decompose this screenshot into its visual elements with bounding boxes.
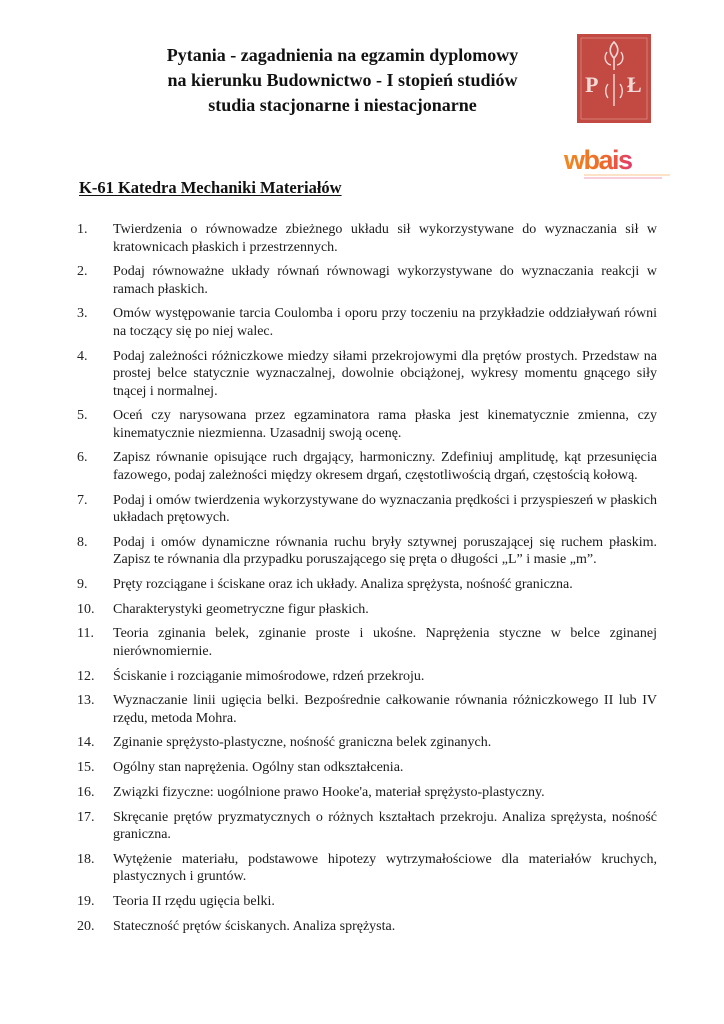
question-text: Podaj i omów dynamiczne równania ruchu bryły sztywnej poruszającej się ruchem płaskim. Zapisz te równania dla przypadku poruszającego się pręta o długości „L” i masie „m”.	[113, 534, 657, 568]
list-item	[77, 692, 657, 727]
question-text: Twierdzenia o równowadze zbieżnego układu sił wykorzystywane do wyznaczania sił w kratownicach płaskich i przestrzennych.	[113, 222, 657, 255]
question-number: 5.	[77, 408, 88, 424]
question-text: Związki fizyczne: uogólnione prawo Hooke'a, materiał sprężysto-plastyczny.	[113, 784, 545, 800]
question-text: Zginanie sprężysto-plastyczne, nośność graniczna belek zginanych.	[113, 735, 492, 751]
title-line-2: na kierunku Budownictwo - I stopień studiów	[167, 70, 518, 90]
list-item	[77, 851, 657, 886]
question-number: 7.	[77, 492, 88, 508]
section-heading: K-61 Katedra Mechaniki Materiałów	[79, 178, 342, 197]
question-number: 4.	[77, 348, 88, 364]
question-number: 14.	[77, 735, 95, 751]
list-item	[77, 263, 657, 298]
question-text: Podaj i omów twierdzenia wykorzystywane do wyznaczania prędkości i przyspieszeń w płaskich układach prętowych.	[113, 492, 657, 526]
question-number: 8.	[77, 534, 88, 550]
question-text: Wytężenie materiału, podstawowe hipotezy wytrzymałościowe dla materiałów kruchych, plastycznych i gruntów.	[113, 851, 657, 885]
question-text: Charakterystyki geometryczne figur płaskich.	[113, 601, 369, 617]
question-text: Teoria zginania belek, zginanie proste i ukośne. Naprężenia styczne w belce zginanej nierównomiernie.	[113, 626, 657, 659]
wbais-logo-text: wbais	[564, 145, 632, 175]
list-item	[77, 534, 657, 569]
question-number: 17.	[77, 809, 95, 825]
politechnika-lodzka-logo	[577, 34, 651, 123]
question-number: 1.	[77, 222, 88, 237]
wbais-logo	[562, 141, 674, 185]
question-number: 2.	[77, 264, 88, 280]
question-text: Pręty rozciągane i ściskane oraz ich układy. Analiza sprężysta, nośność graniczna.	[113, 577, 573, 592]
list-item	[77, 759, 657, 777]
question-text: Ściskanie i rozciąganie mimośrodowe, rdzeń przekroju.	[113, 668, 425, 684]
logo-pl-letters: P	[585, 72, 599, 97]
question-number: 13.	[77, 693, 95, 709]
question-text: Wyznaczanie linii ugięcia belki. Bezpośrednie całkowanie równania różniczkowego II lub IV rzędu, metoda Mohra.	[113, 693, 657, 726]
svg-text:Ł: Ł	[627, 72, 642, 97]
list-item	[77, 668, 657, 686]
question-number: 9.	[77, 577, 88, 592]
question-number: 18.	[77, 851, 95, 867]
title-line-3: studia stacjonarne i niestacjonarne	[208, 95, 477, 115]
list-item	[77, 601, 657, 619]
question-text: Omów występowanie tarcia Coulomba i oporu przy toczeniu na przykładzie oddziaływań równi na toczący się po niej walec.	[113, 306, 657, 339]
question-number: 10.	[77, 601, 95, 617]
question-text: Teoria II rzędu ugięcia belki.	[113, 893, 275, 909]
list-item	[77, 221, 657, 256]
list-item	[77, 449, 657, 484]
list-item	[77, 809, 657, 844]
question-number: 16.	[77, 784, 95, 800]
list-item	[77, 918, 657, 936]
list-item	[77, 576, 657, 594]
title-line-1: Pytania - zagadnienia na egzamin dyplomowy	[166, 45, 519, 65]
question-text: Ogólny stan naprężenia. Ogólny stan odkształcenia.	[113, 760, 404, 776]
list-item	[77, 407, 657, 442]
list-item	[77, 784, 657, 802]
question-text: Podaj zależności różniczkowe miedzy siłami przekrojowymi dla prętów prostych. Przedstaw na prostej belce statycznie wyznaczalnej, dowolnie obciążonej, wykresy momentu gnącego siły tnącej i normalnej.	[113, 348, 657, 399]
question-number: 11.	[77, 626, 94, 642]
question-number: 20.	[77, 918, 95, 934]
question-text: Zapisz równanie opisujące ruch drgający, harmoniczny. Zdefiniuj amplitudę, kąt przesunięcia fazowego, podaj zależności między okresem drgań, częstotliwością drgań, częstością kołową.	[113, 450, 657, 483]
question-text: Podaj równoważne układy równań równowagi wykorzystywane do wyznaczania reakcji w ramach płaskich.	[113, 264, 657, 297]
question-list	[77, 221, 657, 942]
list-item	[77, 305, 657, 340]
question-text: Stateczność prętów ściskanych. Analiza sprężysta.	[113, 918, 396, 934]
question-text: Skręcanie prętów pryzmatycznych o różnych kształtach przekroju. Analiza sprężysta, nośność graniczna.	[113, 809, 657, 842]
question-text: Oceń czy narysowana przez egzaminatora rama płaska jest kinematycznie zmienna, czy kinematycznie niezmienna. Uzasadnij swoją ocenę.	[113, 408, 657, 441]
list-item	[77, 893, 657, 911]
list-item	[77, 734, 657, 752]
question-number: 15.	[77, 760, 95, 776]
question-number: 6.	[77, 450, 88, 466]
question-number: 19.	[77, 893, 95, 909]
list-item	[77, 348, 657, 401]
list-item	[77, 625, 657, 660]
question-number: 3.	[77, 306, 88, 322]
list-item	[77, 492, 657, 527]
question-number: 12.	[77, 668, 95, 684]
document-title	[130, 43, 555, 118]
